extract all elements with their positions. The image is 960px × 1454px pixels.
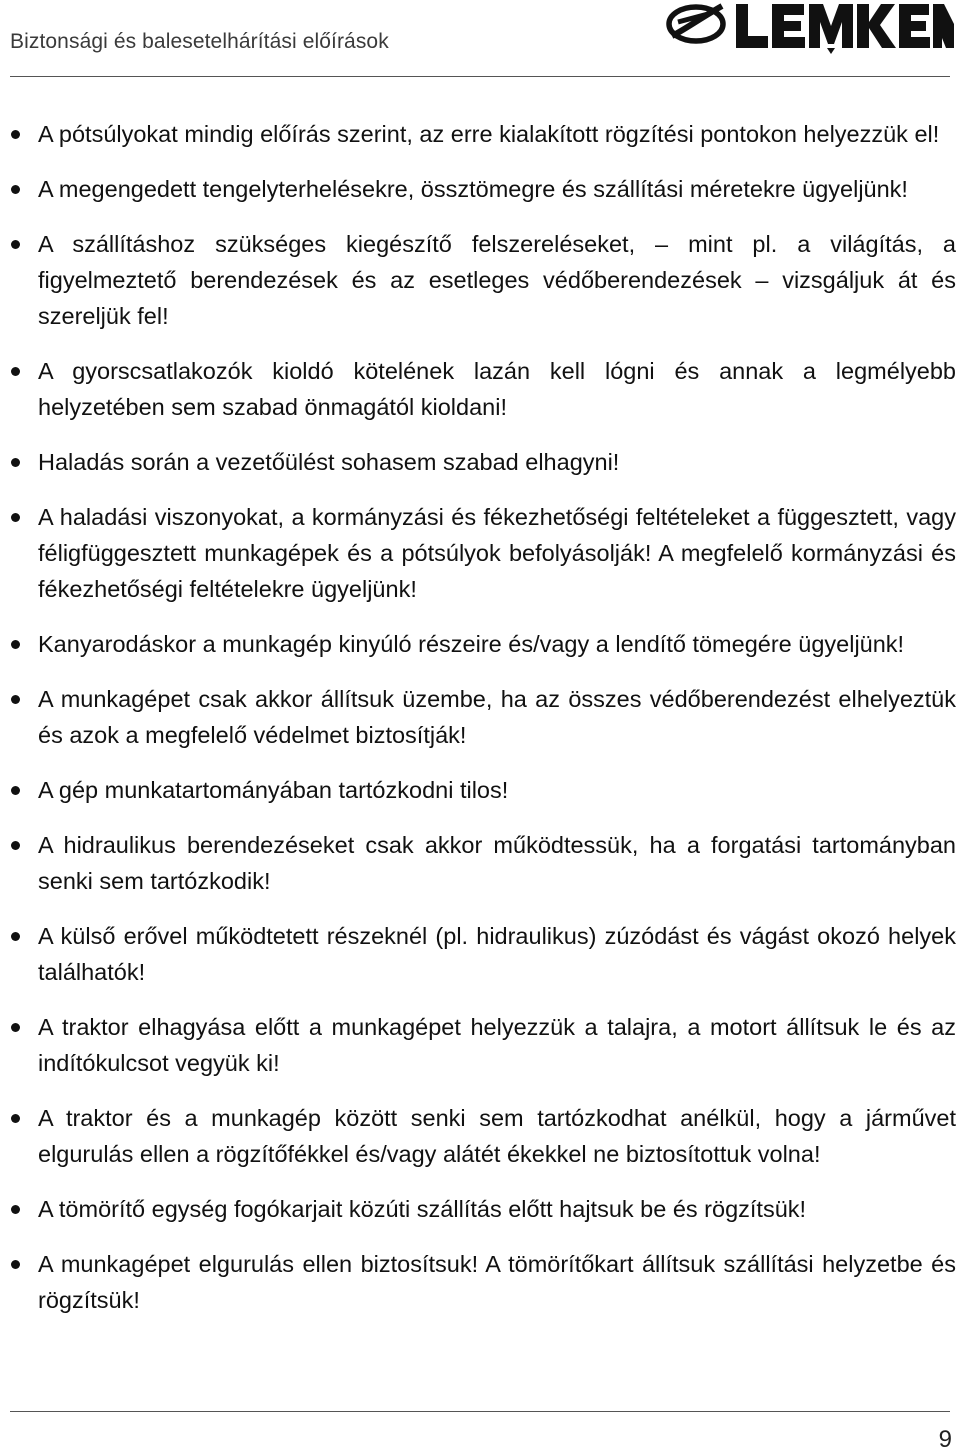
safety-instructions xyxy=(0,116,960,1337)
bullet-icon xyxy=(11,1023,20,1032)
list-item xyxy=(0,499,960,607)
list-item-text: A pótsúlyokat mindig előírás szerint, az erre kialakított rögzítési pontokon helyezzük el! xyxy=(38,121,940,147)
bullet-icon xyxy=(11,932,20,941)
list-item xyxy=(0,171,960,207)
header-divider xyxy=(10,76,950,77)
bullet-icon xyxy=(11,458,20,467)
list-item xyxy=(0,681,960,753)
list-item-text: A munkagépet elgurulás ellen biztosítsuk! A tömörítőkart állítsuk szállítási helyzetbe és rögzítsük! xyxy=(38,1251,956,1313)
list-item-text: A külső erővel működtetett részeknél (pl. hidraulikus) zúzódást és vágást okozó helyek találhatók! xyxy=(38,923,956,985)
bullet-icon xyxy=(11,367,20,376)
instruction-list xyxy=(0,116,960,1318)
page-number: 9 xyxy=(938,1426,952,1453)
list-item xyxy=(0,918,960,990)
list-item-text: Kanyarodáskor a munkagép kinyúló részeire és/vagy a lendítő tömegére ügyeljünk! xyxy=(38,631,905,657)
list-item-text: A traktor és a munkagép között senki sem tartózkodhat anélkül, hogy a járművet elgurulás ellen a rögzítőfékkel és/vagy alátét ékekkel ne biztosítottuk volna! xyxy=(38,1105,956,1167)
list-item xyxy=(0,353,960,425)
list-item-text: A traktor elhagyása előtt a munkagépet helyezzük a talajra, a motort állítsuk le és az indítókulcsot vegyük ki! xyxy=(38,1014,956,1076)
list-item-text: A hidraulikus berendezéseket csak akkor működtessük, ha a forgatási tartományban senki sem tartózkodik! xyxy=(38,832,956,894)
bullet-icon xyxy=(11,1260,20,1269)
header-title: Biztonsági és balesetelhárítási előírások xyxy=(10,30,389,53)
bullet-icon xyxy=(11,786,20,795)
list-item-text: A haladási viszonyokat, a kormányzási és fékezhetőségi feltételeket a függesztett, vagy féligfüggesztett munkagépek és a pótsúlyok befolyásolják! A megfelelő kormányzási és fékezhetőségi feltételekre ügyeljünk! xyxy=(38,504,956,602)
bullet-icon xyxy=(11,130,20,139)
page-header xyxy=(0,0,960,80)
list-item xyxy=(0,1100,960,1172)
list-item xyxy=(0,827,960,899)
list-item xyxy=(0,444,960,480)
list-item-text: Haladás során a vezetőülést sohasem szabad elhagyni! xyxy=(38,449,620,475)
list-item xyxy=(0,626,960,662)
list-item-text: A megengedett tengelyterhelésekre, össztömegre és szállítási méretekre ügyeljünk! xyxy=(38,176,908,202)
bullet-icon xyxy=(11,1114,20,1123)
bullet-icon xyxy=(11,695,20,704)
lemken-logo-icon xyxy=(664,0,954,56)
bullet-icon xyxy=(11,240,20,249)
lemken-logo xyxy=(664,0,954,56)
list-item-text: A gyorscsatlakozók kioldó kötelének lazán kell lógni és annak a legmélyebb helyzetében sem szabad önmagától kioldani! xyxy=(38,358,956,420)
list-item xyxy=(0,116,960,152)
list-item-text: A munkagépet csak akkor állítsuk üzembe, ha az összes védőberendezést elhelyeztük és azok a megfelelő védelmet biztosítják! xyxy=(38,686,956,748)
bullet-icon xyxy=(11,185,20,194)
list-item xyxy=(0,1009,960,1081)
list-item-text: A gép munkatartományában tartózkodni tilos! xyxy=(38,777,509,803)
list-item xyxy=(0,1191,960,1227)
bullet-icon xyxy=(11,1205,20,1214)
bullet-icon xyxy=(11,513,20,522)
footer-divider xyxy=(10,1411,950,1412)
bullet-icon xyxy=(11,640,20,649)
list-item-text: A szállításhoz szükséges kiegészítő felszereléseket, – mint pl. a világítás, a figyelmeztető berendezések és az esetleges védőberendezések – vizsgáljuk át és szereljük fel! xyxy=(38,231,956,329)
bullet-icon xyxy=(11,841,20,850)
list-item-text: A tömörítő egység fogókarjait közúti szállítás előtt hajtsuk be és rögzítsük! xyxy=(38,1196,807,1222)
list-item xyxy=(0,226,960,334)
list-item xyxy=(0,1246,960,1318)
list-item xyxy=(0,772,960,808)
